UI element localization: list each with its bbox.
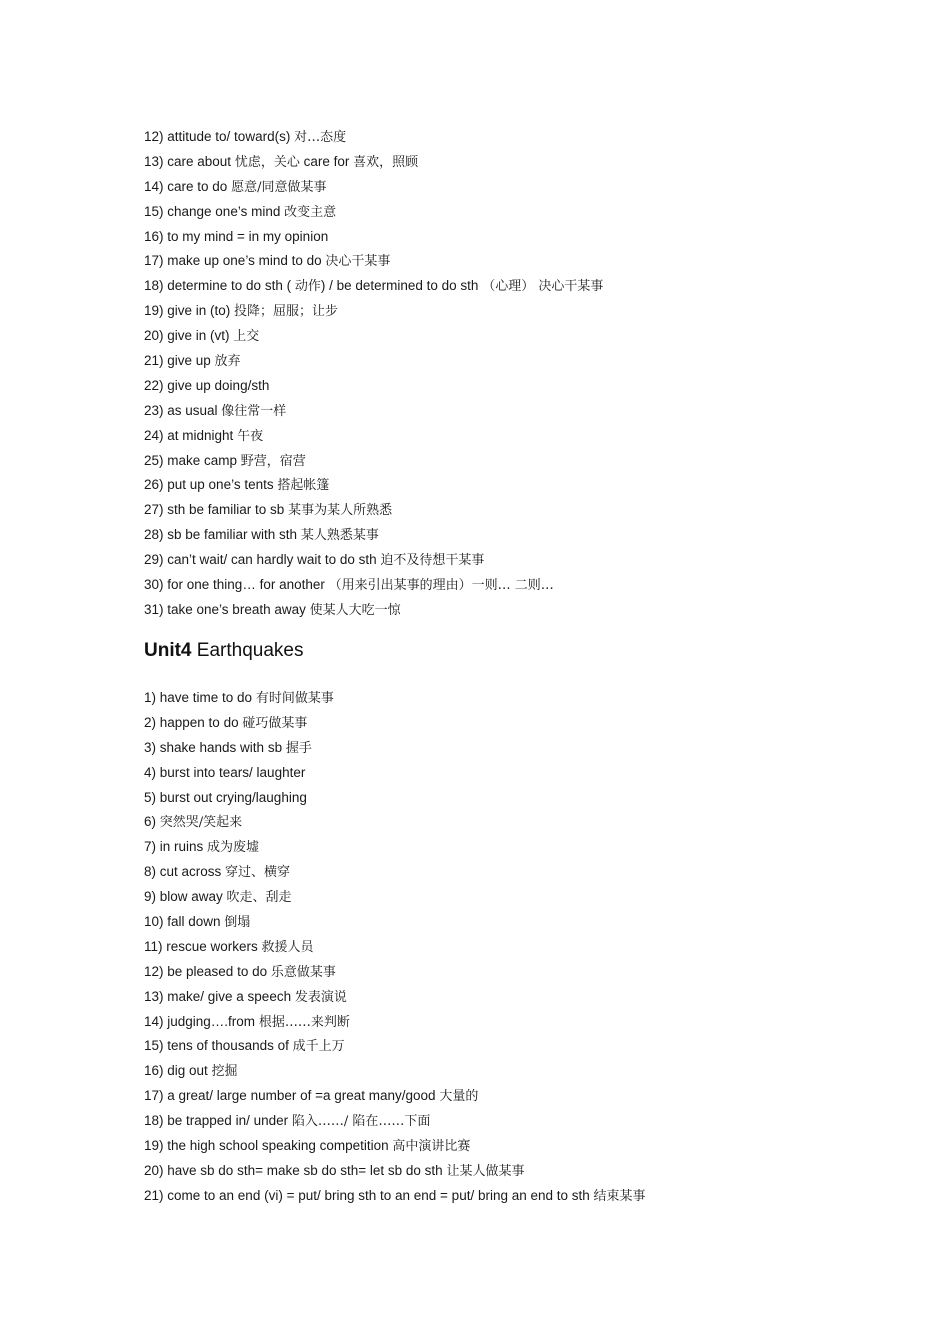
phrase-line xyxy=(144,1010,646,1035)
phrase-line xyxy=(144,249,603,274)
phrase-line xyxy=(144,1109,646,1134)
phrase-translation: 某人熟悉某事 xyxy=(300,528,379,544)
phrase-text: 12) attitude to/ toward(s) xyxy=(144,129,295,144)
phrase-translation: 高中演讲比赛 xyxy=(392,1139,471,1155)
phrase-text: 3) shake hands with sb xyxy=(144,739,286,755)
phrase-translation: 野营，宿营 xyxy=(240,453,306,469)
phrase-line xyxy=(144,1034,646,1059)
phrase-line xyxy=(144,449,603,474)
phrase-translation: 使某人大吃一惊 xyxy=(309,602,401,618)
phrase-translation: 陷入……/ 陷在……下面 xyxy=(291,1114,431,1130)
phrase-line xyxy=(144,225,603,250)
phrase-translation: 突然哭/笑起来 xyxy=(159,815,243,831)
phrase-translation: 搭起帐篷 xyxy=(277,478,330,494)
phrase-text: 10) fall down xyxy=(144,914,225,930)
phrase-text: 7) in ruins xyxy=(144,839,208,855)
phrase-text: 27) sth be familiar to sb xyxy=(144,502,289,518)
phrase-text: 31) take one’s breath away xyxy=(144,601,310,617)
phrase-text: 1) have time to do xyxy=(144,690,256,705)
phrase-line xyxy=(144,786,646,811)
phrase-translation: 穿过、横穿 xyxy=(225,865,291,881)
phrase-text: ) / be determined to do sth xyxy=(320,278,483,294)
phrase-translation: 放弃 xyxy=(214,354,241,370)
phrase-line xyxy=(144,175,603,200)
unit-title: Earthquakes xyxy=(191,640,304,661)
phrase-translation: 决心干某事 xyxy=(325,254,391,270)
phrase-translation: 上交 xyxy=(233,329,260,345)
phrase-text: 13) make/ give a speech xyxy=(144,988,295,1004)
phrase-translation: 吹走、刮走 xyxy=(226,890,292,906)
unit-number: Unit4 xyxy=(144,640,192,661)
phrase-translation: （心理） 决心干某事 xyxy=(482,279,604,295)
phrase-translation: 握手 xyxy=(285,740,312,756)
phrase-line xyxy=(144,548,603,573)
phrase-line xyxy=(144,1059,646,1084)
phrase-text: 16) to my mind = in my opinion xyxy=(144,228,329,244)
phrase-translation: 救援人员 xyxy=(261,939,314,955)
phrase-translation: 喜欢，照顾 xyxy=(353,154,419,170)
phrase-text: 28) sb be familiar with sth xyxy=(144,527,301,543)
phrase-translation: 午夜 xyxy=(237,428,264,444)
phrase-line xyxy=(144,686,646,711)
phrase-line xyxy=(144,523,603,548)
phrase-line xyxy=(144,598,603,623)
phrase-text: 29) can’t wait/ can hardly wait to do sth xyxy=(144,552,381,568)
phrase-line xyxy=(144,960,646,985)
phrase-translation: 倒塌 xyxy=(224,915,251,931)
phrase-line xyxy=(144,761,646,786)
phrase-text: care for xyxy=(299,153,354,169)
phrase-line xyxy=(144,200,603,225)
phrase-line xyxy=(144,399,603,424)
phrase-line xyxy=(144,810,646,835)
phrase-line xyxy=(144,374,603,399)
phrase-text: 18) determine to do sth ( xyxy=(144,278,295,294)
phrase-text: 8) cut across xyxy=(144,864,226,880)
phrase-text: 21) give up xyxy=(144,353,215,369)
phrase-line xyxy=(144,1134,646,1159)
phrase-translation: 像往常一样 xyxy=(221,403,287,419)
phrase-translation: 愿意/同意做某事 xyxy=(231,179,327,195)
phrase-text: 19) give in (to) xyxy=(144,303,235,319)
phrase-text: 15) tens of thousands of xyxy=(144,1038,293,1054)
phrase-text: 2) happen to do xyxy=(144,714,243,730)
phrase-translation: 忧虑，关心 xyxy=(234,154,300,170)
phrase-text: 11) rescue workers xyxy=(144,938,262,954)
phrase-line xyxy=(144,299,603,324)
phrase-text: 21) come to an end (vi) = put/ bring sth to an end = put/ bring an end to sth xyxy=(144,1187,594,1203)
phrase-line xyxy=(144,835,646,860)
phrase-text: 9) blow away xyxy=(144,889,227,905)
phrase-line xyxy=(144,424,603,449)
phrase-translation: 成千上万 xyxy=(292,1039,345,1055)
phrase-line xyxy=(144,910,646,935)
phrase-translation: 投降；屈服；让步 xyxy=(234,304,339,320)
phrase-translation: 大量的 xyxy=(439,1089,479,1105)
phrase-line xyxy=(144,349,603,374)
phrase-line xyxy=(144,498,603,523)
phrase-line xyxy=(144,473,603,498)
phrase-translation: 某事为某人所熟悉 xyxy=(288,503,393,519)
phrase-text: 24) at midnight xyxy=(144,427,238,443)
phrase-line xyxy=(144,324,603,349)
phrase-text: 17) make up one’s mind to do xyxy=(144,253,326,269)
phrase-text: 18) be trapped in/ under xyxy=(144,1113,292,1129)
phrase-text: 4) burst into tears/ laughter xyxy=(144,764,306,780)
phrase-translation: 动作 xyxy=(294,279,321,295)
phrase-text: 20) have sb do sth= make sb do sth= let sb do sth xyxy=(144,1162,447,1178)
phrase-text: 17) a great/ large number of =a great many/good xyxy=(144,1088,440,1104)
phrase-text: 23) as usual xyxy=(144,402,222,418)
phrase-text: 6) xyxy=(144,814,160,830)
phrase-line xyxy=(144,1184,646,1209)
phrase-line xyxy=(144,125,603,150)
unit4-heading xyxy=(144,640,303,662)
phrase-line xyxy=(144,985,646,1010)
phrase-line xyxy=(144,885,646,910)
phrase-translation: 有时间做某事 xyxy=(255,691,334,706)
phrase-line xyxy=(144,274,603,299)
phrase-line xyxy=(144,1084,646,1109)
phrase-line xyxy=(144,711,646,736)
phrase-text: 12) be pleased to do xyxy=(144,963,271,979)
phrase-text: 13) care about xyxy=(144,153,235,169)
phrase-text: 26) put up one’s tents xyxy=(144,477,278,493)
phrase-translation: 对…态度 xyxy=(294,130,347,145)
phrase-translation: 改变主意 xyxy=(284,204,337,220)
phrase-text: 15) change one’s mind xyxy=(144,203,285,219)
phrase-text: 19) the high school speaking competition xyxy=(144,1138,393,1154)
phrase-translation: 根据……来判断 xyxy=(258,1014,350,1030)
phrase-text: 5) burst out crying/laughing xyxy=(144,789,307,805)
phrase-translation: 挖掘 xyxy=(211,1064,238,1080)
phrase-line xyxy=(144,935,646,960)
phrase-translation: （用来引出某事的理由）一则… 二则… xyxy=(328,578,554,594)
phrase-text: 14) judging….from xyxy=(144,1013,259,1029)
phrase-translation: 结束某事 xyxy=(593,1188,646,1204)
phrase-list-unit4 xyxy=(144,686,646,1209)
phrase-list-unit3 xyxy=(144,125,603,623)
phrase-translation: 发表演说 xyxy=(294,989,347,1005)
phrase-line xyxy=(144,573,603,598)
phrase-translation: 乐意做某事 xyxy=(270,964,336,980)
phrase-translation: 成为废墟 xyxy=(207,840,260,856)
phrase-translation: 迫不及待想干某事 xyxy=(380,553,485,569)
phrase-line xyxy=(144,860,646,885)
phrase-translation: 让某人做某事 xyxy=(446,1163,525,1179)
phrase-text: 30) for one thing… for another xyxy=(144,577,329,593)
phrase-translation: 碰巧做某事 xyxy=(242,715,308,731)
phrase-line xyxy=(144,150,603,175)
phrase-line xyxy=(144,1159,646,1184)
phrase-text: 20) give in (vt) xyxy=(144,328,234,344)
phrase-text: 16) dig out xyxy=(144,1063,212,1079)
phrase-line xyxy=(144,736,646,761)
phrase-text: 22) give up doing/sth xyxy=(144,377,270,393)
phrase-text: 25) make camp xyxy=(144,452,241,468)
phrase-text: 14) care to do xyxy=(144,178,232,194)
